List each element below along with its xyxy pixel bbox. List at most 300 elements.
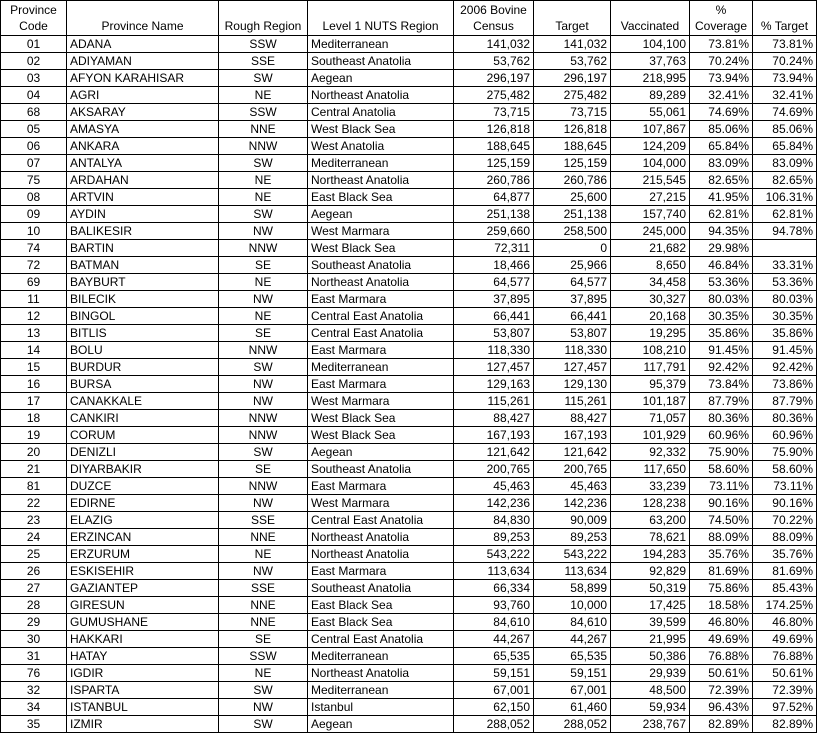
cell-coverage[interactable]: 73.11% bbox=[690, 478, 753, 495]
cell-pct-target[interactable]: 92.42% bbox=[753, 359, 817, 376]
cell-rough-region[interactable]: NNW bbox=[219, 342, 308, 359]
cell-target[interactable]: 118,330 bbox=[534, 342, 611, 359]
cell-province-code[interactable]: 75 bbox=[1, 172, 67, 189]
cell-rough-region[interactable]: NW bbox=[219, 495, 308, 512]
cell-target[interactable]: 543,222 bbox=[534, 546, 611, 563]
cell-target[interactable]: 90,009 bbox=[534, 512, 611, 529]
cell-target[interactable]: 53,807 bbox=[534, 325, 611, 342]
cell-target[interactable]: 89,253 bbox=[534, 529, 611, 546]
cell-province-name[interactable]: BOLU bbox=[67, 342, 219, 359]
cell-nuts-region[interactable]: Southeast Anatolia bbox=[308, 580, 454, 597]
cell-coverage[interactable]: 35.86% bbox=[690, 325, 753, 342]
cell-rough-region[interactable]: NW bbox=[219, 699, 308, 716]
cell-target[interactable]: 115,261 bbox=[534, 393, 611, 410]
cell-target[interactable]: 61,460 bbox=[534, 699, 611, 716]
cell-coverage[interactable]: 41.95% bbox=[690, 189, 753, 206]
cell-pct-target[interactable]: 73.11% bbox=[753, 478, 817, 495]
cell-bovine-census[interactable]: 288,052 bbox=[454, 716, 534, 733]
cell-coverage[interactable]: 82.89% bbox=[690, 716, 753, 733]
cell-vaccinated[interactable]: 50,319 bbox=[611, 580, 690, 597]
cell-pct-target[interactable]: 70.22% bbox=[753, 512, 817, 529]
cell-vaccinated[interactable]: 89,289 bbox=[611, 87, 690, 104]
cell-vaccinated[interactable]: 30,327 bbox=[611, 291, 690, 308]
cell-target[interactable]: 37,895 bbox=[534, 291, 611, 308]
cell-pct-target[interactable]: 70.24% bbox=[753, 53, 817, 70]
cell-coverage[interactable]: 32.41% bbox=[690, 87, 753, 104]
cell-province-name[interactable]: ESKISEHIR bbox=[67, 563, 219, 580]
cell-vaccinated[interactable]: 55,061 bbox=[611, 104, 690, 121]
cell-province-name[interactable]: AKSARAY bbox=[67, 104, 219, 121]
cell-rough-region[interactable]: NNE bbox=[219, 529, 308, 546]
cell-bovine-census[interactable]: 142,236 bbox=[454, 495, 534, 512]
cell-coverage[interactable]: 75.90% bbox=[690, 444, 753, 461]
cell-nuts-region[interactable]: East Black Sea bbox=[308, 189, 454, 206]
cell-province-name[interactable]: AFYON KARAHISAR bbox=[67, 70, 219, 87]
cell-bovine-census[interactable]: 53,807 bbox=[454, 325, 534, 342]
cell-province-code[interactable]: 72 bbox=[1, 257, 67, 274]
cell-province-name[interactable]: CANKIRI bbox=[67, 410, 219, 427]
table-row[interactable] bbox=[1, 529, 817, 546]
cell-coverage[interactable]: 60.96% bbox=[690, 427, 753, 444]
cell-coverage[interactable]: 83.09% bbox=[690, 155, 753, 172]
cell-vaccinated[interactable]: 59,934 bbox=[611, 699, 690, 716]
cell-province-code[interactable]: 03 bbox=[1, 70, 67, 87]
cell-coverage[interactable]: 94.35% bbox=[690, 223, 753, 240]
cell-target[interactable]: 65,535 bbox=[534, 648, 611, 665]
cell-pct-target[interactable]: 73.86% bbox=[753, 376, 817, 393]
cell-province-code[interactable]: 14 bbox=[1, 342, 67, 359]
cell-vaccinated[interactable]: 104,000 bbox=[611, 155, 690, 172]
cell-province-code[interactable]: 23 bbox=[1, 512, 67, 529]
cell-rough-region[interactable]: SW bbox=[219, 444, 308, 461]
cell-vaccinated[interactable]: 39,599 bbox=[611, 614, 690, 631]
cell-coverage[interactable]: 82.65% bbox=[690, 172, 753, 189]
cell-province-name[interactable]: HAKKARI bbox=[67, 631, 219, 648]
cell-province-name[interactable]: GUMUSHANE bbox=[67, 614, 219, 631]
cell-nuts-region[interactable]: Aegean bbox=[308, 70, 454, 87]
cell-target[interactable]: 129,130 bbox=[534, 376, 611, 393]
cell-vaccinated[interactable]: 19,295 bbox=[611, 325, 690, 342]
cell-province-name[interactable]: AMASYA bbox=[67, 121, 219, 138]
table-row[interactable] bbox=[1, 155, 817, 172]
cell-province-name[interactable]: DENIZLI bbox=[67, 444, 219, 461]
cell-province-name[interactable]: CORUM bbox=[67, 427, 219, 444]
cell-pct-target[interactable]: 97.52% bbox=[753, 699, 817, 716]
table-row[interactable] bbox=[1, 614, 817, 631]
cell-bovine-census[interactable]: 167,193 bbox=[454, 427, 534, 444]
cell-vaccinated[interactable]: 33,239 bbox=[611, 478, 690, 495]
cell-coverage[interactable]: 50.61% bbox=[690, 665, 753, 682]
cell-coverage[interactable]: 72.39% bbox=[690, 682, 753, 699]
cell-bovine-census[interactable]: 53,762 bbox=[454, 53, 534, 70]
cell-rough-region[interactable]: NNE bbox=[219, 121, 308, 138]
cell-rough-region[interactable]: NE bbox=[219, 546, 308, 563]
cell-province-code[interactable]: 02 bbox=[1, 53, 67, 70]
cell-nuts-region[interactable]: Mediterranean bbox=[308, 648, 454, 665]
cell-vaccinated[interactable]: 63,200 bbox=[611, 512, 690, 529]
cell-province-name[interactable]: GIRESUN bbox=[67, 597, 219, 614]
cell-pct-target[interactable]: 106.31% bbox=[753, 189, 817, 206]
cell-nuts-region[interactable]: Aegean bbox=[308, 206, 454, 223]
cell-coverage[interactable]: 53.36% bbox=[690, 274, 753, 291]
table-row[interactable] bbox=[1, 121, 817, 138]
cell-nuts-region[interactable]: Central East Anatolia bbox=[308, 512, 454, 529]
cell-bovine-census[interactable]: 259,660 bbox=[454, 223, 534, 240]
cell-vaccinated[interactable]: 107,867 bbox=[611, 121, 690, 138]
cell-province-name[interactable]: ISTANBUL bbox=[67, 699, 219, 716]
table-row[interactable] bbox=[1, 291, 817, 308]
cell-nuts-region[interactable]: West Marmara bbox=[308, 223, 454, 240]
cell-province-code[interactable]: 06 bbox=[1, 138, 67, 155]
cell-vaccinated[interactable]: 48,500 bbox=[611, 682, 690, 699]
table-row[interactable] bbox=[1, 410, 817, 427]
cell-province-code[interactable]: 04 bbox=[1, 87, 67, 104]
cell-rough-region[interactable]: SSE bbox=[219, 512, 308, 529]
cell-bovine-census[interactable]: 45,463 bbox=[454, 478, 534, 495]
cell-rough-region[interactable]: SSE bbox=[219, 53, 308, 70]
cell-province-code[interactable]: 74 bbox=[1, 240, 67, 257]
cell-pct-target[interactable]: 72.39% bbox=[753, 682, 817, 699]
cell-province-name[interactable]: ADIYAMAN bbox=[67, 53, 219, 70]
cell-province-code[interactable]: 69 bbox=[1, 274, 67, 291]
cell-target[interactable]: 142,236 bbox=[534, 495, 611, 512]
cell-vaccinated[interactable]: 71,057 bbox=[611, 410, 690, 427]
cell-rough-region[interactable]: SSW bbox=[219, 104, 308, 121]
cell-bovine-census[interactable]: 64,877 bbox=[454, 189, 534, 206]
cell-bovine-census[interactable]: 59,151 bbox=[454, 665, 534, 682]
cell-pct-target[interactable]: 82.65% bbox=[753, 172, 817, 189]
cell-pct-target[interactable]: 53.36% bbox=[753, 274, 817, 291]
cell-coverage[interactable]: 35.76% bbox=[690, 546, 753, 563]
cell-bovine-census[interactable]: 89,253 bbox=[454, 529, 534, 546]
cell-rough-region[interactable]: NW bbox=[219, 393, 308, 410]
cell-rough-region[interactable]: SW bbox=[219, 682, 308, 699]
table-row[interactable] bbox=[1, 274, 817, 291]
cell-coverage[interactable]: 62.81% bbox=[690, 206, 753, 223]
cell-vaccinated[interactable]: 29,939 bbox=[611, 665, 690, 682]
cell-province-name[interactable]: CANAKKALE bbox=[67, 393, 219, 410]
cell-target[interactable]: 58,899 bbox=[534, 580, 611, 597]
cell-province-code[interactable]: 21 bbox=[1, 461, 67, 478]
cell-bovine-census[interactable]: 72,311 bbox=[454, 240, 534, 257]
cell-target[interactable]: 113,634 bbox=[534, 563, 611, 580]
cell-coverage[interactable]: 85.06% bbox=[690, 121, 753, 138]
cell-vaccinated[interactable]: 117,791 bbox=[611, 359, 690, 376]
cell-bovine-census[interactable]: 260,786 bbox=[454, 172, 534, 189]
cell-rough-region[interactable]: NE bbox=[219, 172, 308, 189]
cell-province-code[interactable]: 07 bbox=[1, 155, 67, 172]
cell-coverage[interactable]: 80.36% bbox=[690, 410, 753, 427]
cell-province-name[interactable]: HATAY bbox=[67, 648, 219, 665]
cell-pct-target[interactable]: 60.96% bbox=[753, 427, 817, 444]
cell-rough-region[interactable]: SE bbox=[219, 257, 308, 274]
cell-bovine-census[interactable]: 67,001 bbox=[454, 682, 534, 699]
cell-target[interactable]: 200,765 bbox=[534, 461, 611, 478]
cell-rough-region[interactable]: NW bbox=[219, 291, 308, 308]
cell-target[interactable]: 167,193 bbox=[534, 427, 611, 444]
cell-target[interactable]: 73,715 bbox=[534, 104, 611, 121]
cell-bovine-census[interactable]: 64,577 bbox=[454, 274, 534, 291]
cell-target[interactable]: 66,441 bbox=[534, 308, 611, 325]
cell-rough-region[interactable]: SE bbox=[219, 325, 308, 342]
cell-vaccinated[interactable]: 20,168 bbox=[611, 308, 690, 325]
cell-coverage[interactable]: 76.88% bbox=[690, 648, 753, 665]
cell-rough-region[interactable]: NE bbox=[219, 274, 308, 291]
cell-pct-target[interactable]: 65.84% bbox=[753, 138, 817, 155]
cell-rough-region[interactable]: SW bbox=[219, 70, 308, 87]
cell-nuts-region[interactable]: East Black Sea bbox=[308, 597, 454, 614]
cell-bovine-census[interactable]: 275,482 bbox=[454, 87, 534, 104]
cell-nuts-region[interactable]: Northeast Anatolia bbox=[308, 274, 454, 291]
cell-target[interactable]: 258,500 bbox=[534, 223, 611, 240]
cell-nuts-region[interactable]: West Black Sea bbox=[308, 410, 454, 427]
cell-nuts-region[interactable]: West Black Sea bbox=[308, 240, 454, 257]
cell-province-code[interactable]: 05 bbox=[1, 121, 67, 138]
cell-target[interactable]: 0 bbox=[534, 240, 611, 257]
cell-rough-region[interactable]: SW bbox=[219, 206, 308, 223]
table-row[interactable] bbox=[1, 359, 817, 376]
cell-target[interactable]: 127,457 bbox=[534, 359, 611, 376]
cell-vaccinated[interactable]: 92,332 bbox=[611, 444, 690, 461]
table-row[interactable] bbox=[1, 223, 817, 240]
cell-coverage[interactable]: 74.69% bbox=[690, 104, 753, 121]
cell-province-name[interactable]: ANKARA bbox=[67, 138, 219, 155]
cell-rough-region[interactable]: NNW bbox=[219, 240, 308, 257]
cell-vaccinated[interactable]: 50,386 bbox=[611, 648, 690, 665]
cell-rough-region[interactable]: NNW bbox=[219, 478, 308, 495]
cell-rough-region[interactable]: SSE bbox=[219, 580, 308, 597]
cell-rough-region[interactable]: NW bbox=[219, 563, 308, 580]
cell-province-name[interactable]: ADANA bbox=[67, 36, 219, 53]
cell-bovine-census[interactable]: 66,441 bbox=[454, 308, 534, 325]
cell-bovine-census[interactable]: 115,261 bbox=[454, 393, 534, 410]
cell-bovine-census[interactable]: 84,610 bbox=[454, 614, 534, 631]
cell-rough-region[interactable]: SSW bbox=[219, 36, 308, 53]
cell-province-name[interactable]: ERZURUM bbox=[67, 546, 219, 563]
cell-rough-region[interactable]: SSW bbox=[219, 648, 308, 665]
cell-province-code[interactable]: 26 bbox=[1, 563, 67, 580]
cell-province-name[interactable]: BITLIS bbox=[67, 325, 219, 342]
cell-nuts-region[interactable]: East Marmara bbox=[308, 291, 454, 308]
cell-target[interactable]: 260,786 bbox=[534, 172, 611, 189]
cell-rough-region[interactable]: NNE bbox=[219, 597, 308, 614]
cell-province-name[interactable]: EDIRNE bbox=[67, 495, 219, 512]
cell-pct-target[interactable]: 81.69% bbox=[753, 563, 817, 580]
cell-province-code[interactable]: 10 bbox=[1, 223, 67, 240]
cell-target[interactable]: 10,000 bbox=[534, 597, 611, 614]
cell-coverage[interactable]: 18.58% bbox=[690, 597, 753, 614]
cell-pct-target[interactable]: 74.69% bbox=[753, 104, 817, 121]
table-row[interactable] bbox=[1, 70, 817, 87]
cell-pct-target[interactable]: 33.31% bbox=[753, 257, 817, 274]
cell-province-code[interactable]: 25 bbox=[1, 546, 67, 563]
cell-province-name[interactable]: ISPARTA bbox=[67, 682, 219, 699]
cell-pct-target[interactable]: 85.06% bbox=[753, 121, 817, 138]
cell-province-code[interactable]: 17 bbox=[1, 393, 67, 410]
cell-province-code[interactable]: 68 bbox=[1, 104, 67, 121]
table-row[interactable] bbox=[1, 665, 817, 682]
cell-coverage[interactable]: 49.69% bbox=[690, 631, 753, 648]
cell-rough-region[interactable]: NNW bbox=[219, 410, 308, 427]
cell-pct-target[interactable]: 174.25% bbox=[753, 597, 817, 614]
cell-nuts-region[interactable]: Mediterranean bbox=[308, 36, 454, 53]
cell-province-code[interactable]: 11 bbox=[1, 291, 67, 308]
cell-province-name[interactable]: BATMAN bbox=[67, 257, 219, 274]
cell-nuts-region[interactable]: Mediterranean bbox=[308, 155, 454, 172]
cell-pct-target[interactable]: 94.78% bbox=[753, 223, 817, 240]
cell-bovine-census[interactable]: 126,818 bbox=[454, 121, 534, 138]
cell-vaccinated[interactable]: 215,545 bbox=[611, 172, 690, 189]
cell-target[interactable]: 44,267 bbox=[534, 631, 611, 648]
cell-province-name[interactable]: BILECIK bbox=[67, 291, 219, 308]
cell-province-code[interactable]: 27 bbox=[1, 580, 67, 597]
cell-rough-region[interactable]: NE bbox=[219, 189, 308, 206]
cell-target[interactable]: 126,818 bbox=[534, 121, 611, 138]
table-row[interactable] bbox=[1, 36, 817, 53]
cell-target[interactable]: 84,610 bbox=[534, 614, 611, 631]
cell-province-code[interactable]: 19 bbox=[1, 427, 67, 444]
cell-pct-target[interactable]: 90.16% bbox=[753, 495, 817, 512]
cell-province-code[interactable]: 29 bbox=[1, 614, 67, 631]
cell-coverage[interactable]: 92.42% bbox=[690, 359, 753, 376]
table-row[interactable] bbox=[1, 648, 817, 665]
cell-province-code[interactable]: 09 bbox=[1, 206, 67, 223]
cell-province-code[interactable]: 20 bbox=[1, 444, 67, 461]
cell-province-name[interactable]: GAZIANTEP bbox=[67, 580, 219, 597]
cell-province-name[interactable]: DUZCE bbox=[67, 478, 219, 495]
cell-nuts-region[interactable]: Central East Anatolia bbox=[308, 308, 454, 325]
cell-nuts-region[interactable]: Aegean bbox=[308, 444, 454, 461]
cell-coverage[interactable]: 46.84% bbox=[690, 257, 753, 274]
cell-target[interactable]: 125,159 bbox=[534, 155, 611, 172]
cell-bovine-census[interactable]: 73,715 bbox=[454, 104, 534, 121]
cell-nuts-region[interactable]: Central Anatolia bbox=[308, 104, 454, 121]
cell-nuts-region[interactable]: Mediterranean bbox=[308, 359, 454, 376]
cell-coverage[interactable]: 87.79% bbox=[690, 393, 753, 410]
table-row[interactable] bbox=[1, 716, 817, 733]
cell-nuts-region[interactable]: Northeast Anatolia bbox=[308, 172, 454, 189]
cell-vaccinated[interactable]: 78,621 bbox=[611, 529, 690, 546]
table-row[interactable] bbox=[1, 87, 817, 104]
cell-province-name[interactable]: BARTIN bbox=[67, 240, 219, 257]
cell-nuts-region[interactable]: East Marmara bbox=[308, 342, 454, 359]
cell-bovine-census[interactable]: 188,645 bbox=[454, 138, 534, 155]
cell-rough-region[interactable]: NE bbox=[219, 665, 308, 682]
cell-nuts-region[interactable]: West Anatolia bbox=[308, 138, 454, 155]
cell-province-name[interactable]: DIYARBAKIR bbox=[67, 461, 219, 478]
table-row[interactable] bbox=[1, 699, 817, 716]
table-row[interactable] bbox=[1, 393, 817, 410]
cell-rough-region[interactable]: SW bbox=[219, 716, 308, 733]
cell-vaccinated[interactable]: 128,238 bbox=[611, 495, 690, 512]
cell-nuts-region[interactable]: Aegean bbox=[308, 716, 454, 733]
cell-pct-target[interactable]: 80.03% bbox=[753, 291, 817, 308]
cell-pct-target[interactable]: 85.43% bbox=[753, 580, 817, 597]
cell-rough-region[interactable]: NE bbox=[219, 308, 308, 325]
cell-target[interactable]: 296,197 bbox=[534, 70, 611, 87]
cell-vaccinated[interactable]: 117,650 bbox=[611, 461, 690, 478]
cell-bovine-census[interactable]: 66,334 bbox=[454, 580, 534, 597]
cell-bovine-census[interactable]: 18,466 bbox=[454, 257, 534, 274]
cell-vaccinated[interactable]: 8,650 bbox=[611, 257, 690, 274]
cell-province-name[interactable]: AYDIN bbox=[67, 206, 219, 223]
cell-rough-region[interactable]: NE bbox=[219, 87, 308, 104]
cell-province-code[interactable]: 76 bbox=[1, 665, 67, 682]
cell-coverage[interactable]: 58.60% bbox=[690, 461, 753, 478]
cell-province-code[interactable]: 13 bbox=[1, 325, 67, 342]
cell-coverage[interactable]: 29.98% bbox=[690, 240, 753, 257]
cell-province-code[interactable]: 16 bbox=[1, 376, 67, 393]
cell-coverage[interactable]: 90.16% bbox=[690, 495, 753, 512]
cell-pct-target[interactable]: 73.94% bbox=[753, 70, 817, 87]
cell-pct-target[interactable]: 91.45% bbox=[753, 342, 817, 359]
cell-nuts-region[interactable]: East Marmara bbox=[308, 376, 454, 393]
table-row[interactable] bbox=[1, 495, 817, 512]
cell-province-code[interactable]: 01 bbox=[1, 36, 67, 53]
cell-pct-target[interactable]: 35.86% bbox=[753, 325, 817, 342]
cell-pct-target[interactable]: 75.90% bbox=[753, 444, 817, 461]
cell-province-code[interactable]: 18 bbox=[1, 410, 67, 427]
cell-pct-target[interactable]: 50.61% bbox=[753, 665, 817, 682]
cell-coverage[interactable]: 80.03% bbox=[690, 291, 753, 308]
cell-target[interactable]: 141,032 bbox=[534, 36, 611, 53]
table-row[interactable] bbox=[1, 172, 817, 189]
cell-vaccinated[interactable]: 101,187 bbox=[611, 393, 690, 410]
cell-nuts-region[interactable]: Southeast Anatolia bbox=[308, 53, 454, 70]
table-row[interactable] bbox=[1, 461, 817, 478]
table-row[interactable] bbox=[1, 257, 817, 274]
cell-vaccinated[interactable]: 34,458 bbox=[611, 274, 690, 291]
cell-rough-region[interactable]: SE bbox=[219, 461, 308, 478]
cell-target[interactable]: 188,645 bbox=[534, 138, 611, 155]
table-row[interactable] bbox=[1, 206, 817, 223]
cell-province-name[interactable]: ERZINCAN bbox=[67, 529, 219, 546]
cell-vaccinated[interactable]: 95,379 bbox=[611, 376, 690, 393]
cell-province-name[interactable]: IZMIR bbox=[67, 716, 219, 733]
table-row[interactable] bbox=[1, 376, 817, 393]
table-row[interactable] bbox=[1, 325, 817, 342]
cell-province-code[interactable]: 28 bbox=[1, 597, 67, 614]
cell-vaccinated[interactable]: 21,682 bbox=[611, 240, 690, 257]
cell-coverage[interactable]: 70.24% bbox=[690, 53, 753, 70]
cell-nuts-region[interactable]: Central East Anatolia bbox=[308, 325, 454, 342]
table-row[interactable] bbox=[1, 189, 817, 206]
cell-province-code[interactable]: 22 bbox=[1, 495, 67, 512]
cell-nuts-region[interactable]: Southeast Anatolia bbox=[308, 257, 454, 274]
cell-bovine-census[interactable]: 62,150 bbox=[454, 699, 534, 716]
cell-bovine-census[interactable]: 129,163 bbox=[454, 376, 534, 393]
cell-vaccinated[interactable]: 245,000 bbox=[611, 223, 690, 240]
table-row[interactable] bbox=[1, 138, 817, 155]
cell-bovine-census[interactable]: 88,427 bbox=[454, 410, 534, 427]
cell-rough-region[interactable]: NNE bbox=[219, 614, 308, 631]
cell-province-code[interactable]: 15 bbox=[1, 359, 67, 376]
table-row[interactable] bbox=[1, 444, 817, 461]
cell-bovine-census[interactable]: 543,222 bbox=[454, 546, 534, 563]
cell-coverage[interactable]: 75.86% bbox=[690, 580, 753, 597]
cell-province-code[interactable]: 35 bbox=[1, 716, 67, 733]
table-row[interactable] bbox=[1, 240, 817, 257]
cell-pct-target[interactable]: 62.81% bbox=[753, 206, 817, 223]
cell-vaccinated[interactable]: 218,995 bbox=[611, 70, 690, 87]
cell-vaccinated[interactable]: 17,425 bbox=[611, 597, 690, 614]
cell-rough-region[interactable]: NW bbox=[219, 223, 308, 240]
cell-target[interactable]: 275,482 bbox=[534, 87, 611, 104]
cell-pct-target[interactable]: 46.80% bbox=[753, 614, 817, 631]
cell-bovine-census[interactable]: 44,267 bbox=[454, 631, 534, 648]
cell-pct-target[interactable]: 49.69% bbox=[753, 631, 817, 648]
table-row[interactable] bbox=[1, 597, 817, 614]
